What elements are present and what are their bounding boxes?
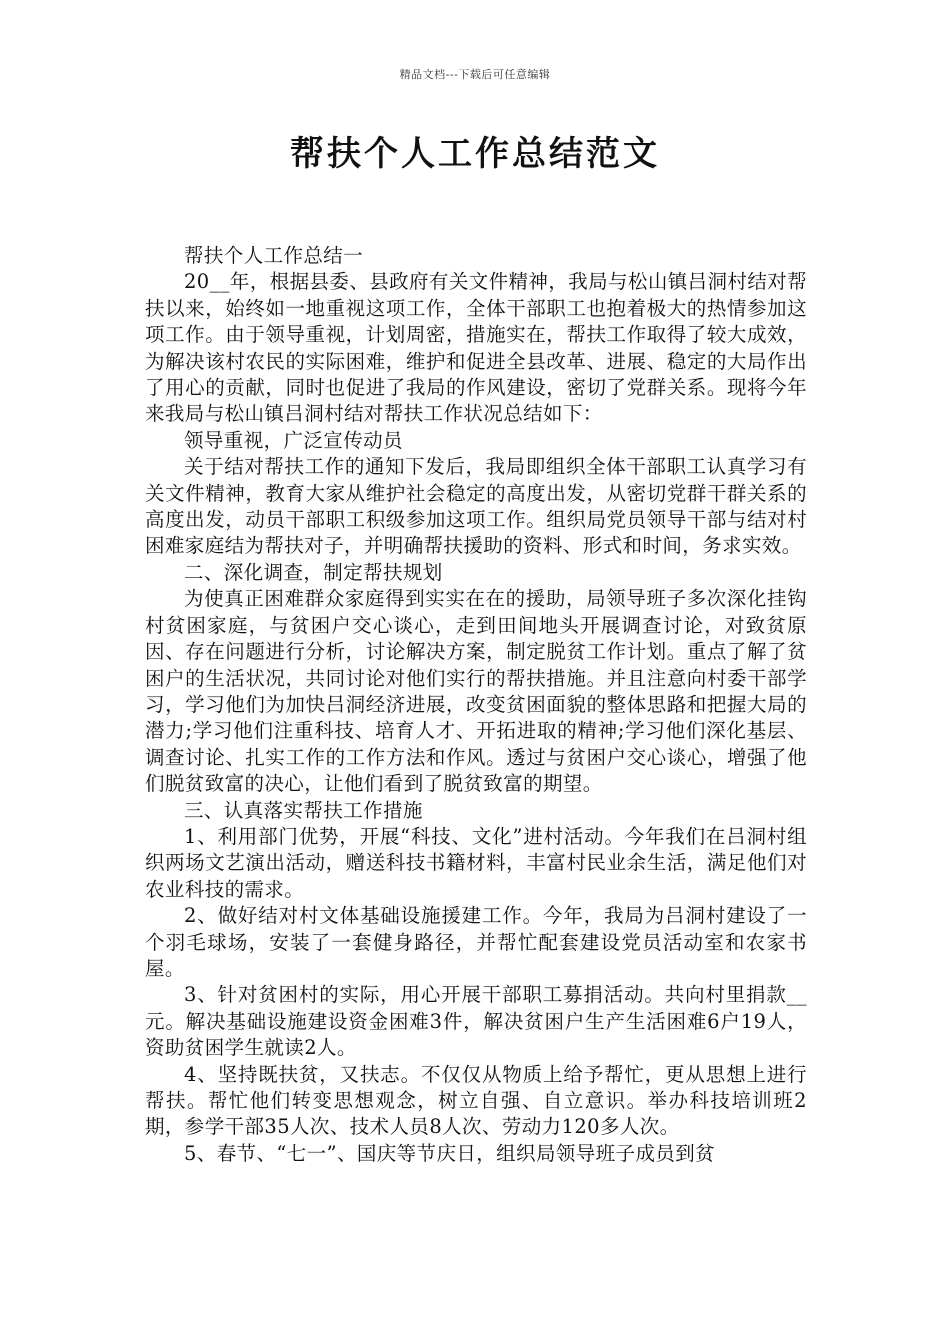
- paragraph: 5、春节、“七一”、国庆等节庆日，组织局领导班子成员到贫: [184, 1141, 716, 1165]
- paragraph: 2、做好结对村文体基础设施援建工作。今年，我局为吕洞村建设了一个羽毛球场，安装了一套健身路径，并帮忙配套建设党员活动室和农家书屋。: [145, 904, 807, 980]
- paragraph: 1、利用部门优势，开展“科技、文化”进村活动。今年我们在吕洞村组织两场文艺演出活动，赠送科技书籍材料，丰富村民业余生活，满足他们对农业科技的需求。: [145, 824, 807, 901]
- document-body: [145, 243, 807, 1167]
- header-note: 精品文档---下载后可任意编辑: [399, 68, 551, 81]
- paragraph: 4、坚持既扶贫，又扶志。不仅仅从物质上给予帮忙，更从思想上进行帮扶。帮忙他们转变思想观念，树立自强、自立意识。举办科技培训班2期，参学干部35人次、技术人员8人次、劳动力120多人次。: [145, 1062, 807, 1139]
- section-heading: 领导重视，广泛宣传动员: [184, 428, 403, 452]
- paragraph: 3、针对贫困村的实际，用心开展干部职工募捐活动。共向村里捐款__元。解决基础设施建设资金困难3件，解决贫困户生产生活困难6户19人，资助贫困学生就读2人。: [145, 983, 807, 1060]
- section-heading: 二、深化调查，制定帮扶规划: [184, 560, 443, 584]
- paragraph: 关于结对帮扶工作的通知下发后，我局即组织全体干部职工认真学习有关文件精神，教育大家从维护社会稳定的高度出发，从密切党群干群关系的高度出发，动员干部职工积级参加这项工作。组织局党员领导干部与结对村困难家庭结为帮扶对子，并明确帮扶援助的资料、形式和时间，务求实效。: [145, 455, 807, 558]
- document-title: 帮扶个人工作总结范文: [290, 134, 660, 174]
- section-heading: 三、认真落实帮扶工作措施: [184, 798, 423, 822]
- section-heading: 帮扶个人工作总结一: [184, 244, 364, 267]
- paragraph: 为使真正困难群众家庭得到实实在在的援助，局领导班子多次深化挂钩村贫困家庭，与贫困户交心谈心，走到田间地头开展调查讨论，对致贫原因、存在问题进行分析，讨论解决方案，制定脱贫工作计划。重点了解了贫困户的生活状况，共同讨论对他们实行的帮扶措施。并且注意向村委干部学习，学习他们为加快吕洞经济进展，改变贫困面貌的整体思路和把握大局的潜力;学习他们注重科技、培育人才、开拓进取的精神;学习他们深化基层、调查讨论、扎实工作的工作方法和作风。透过与贫困户交心谈心，增强了他们脱贫致富的决心，让他们看到了脱贫致富的期望。: [145, 587, 807, 796]
- paragraph: 20__年，根据县委、县政府有关文件精神，我局与松山镇吕洞村结对帮扶以来，始终如一地重视这项工作，全体干部职工也抱着极大的热情参加这项工作。由于领导重视，计划周密，措施实在，帮扶工作取得了较大成效，为解决该村农民的实际困难，维护和促进全县改革、进展、稳定的大局作出了用心的贡献，同时也促进了我局的作风建设，密切了党群关系。现将今年来我局与松山镇吕洞村结对帮扶工作状况总结如下：: [145, 270, 808, 426]
